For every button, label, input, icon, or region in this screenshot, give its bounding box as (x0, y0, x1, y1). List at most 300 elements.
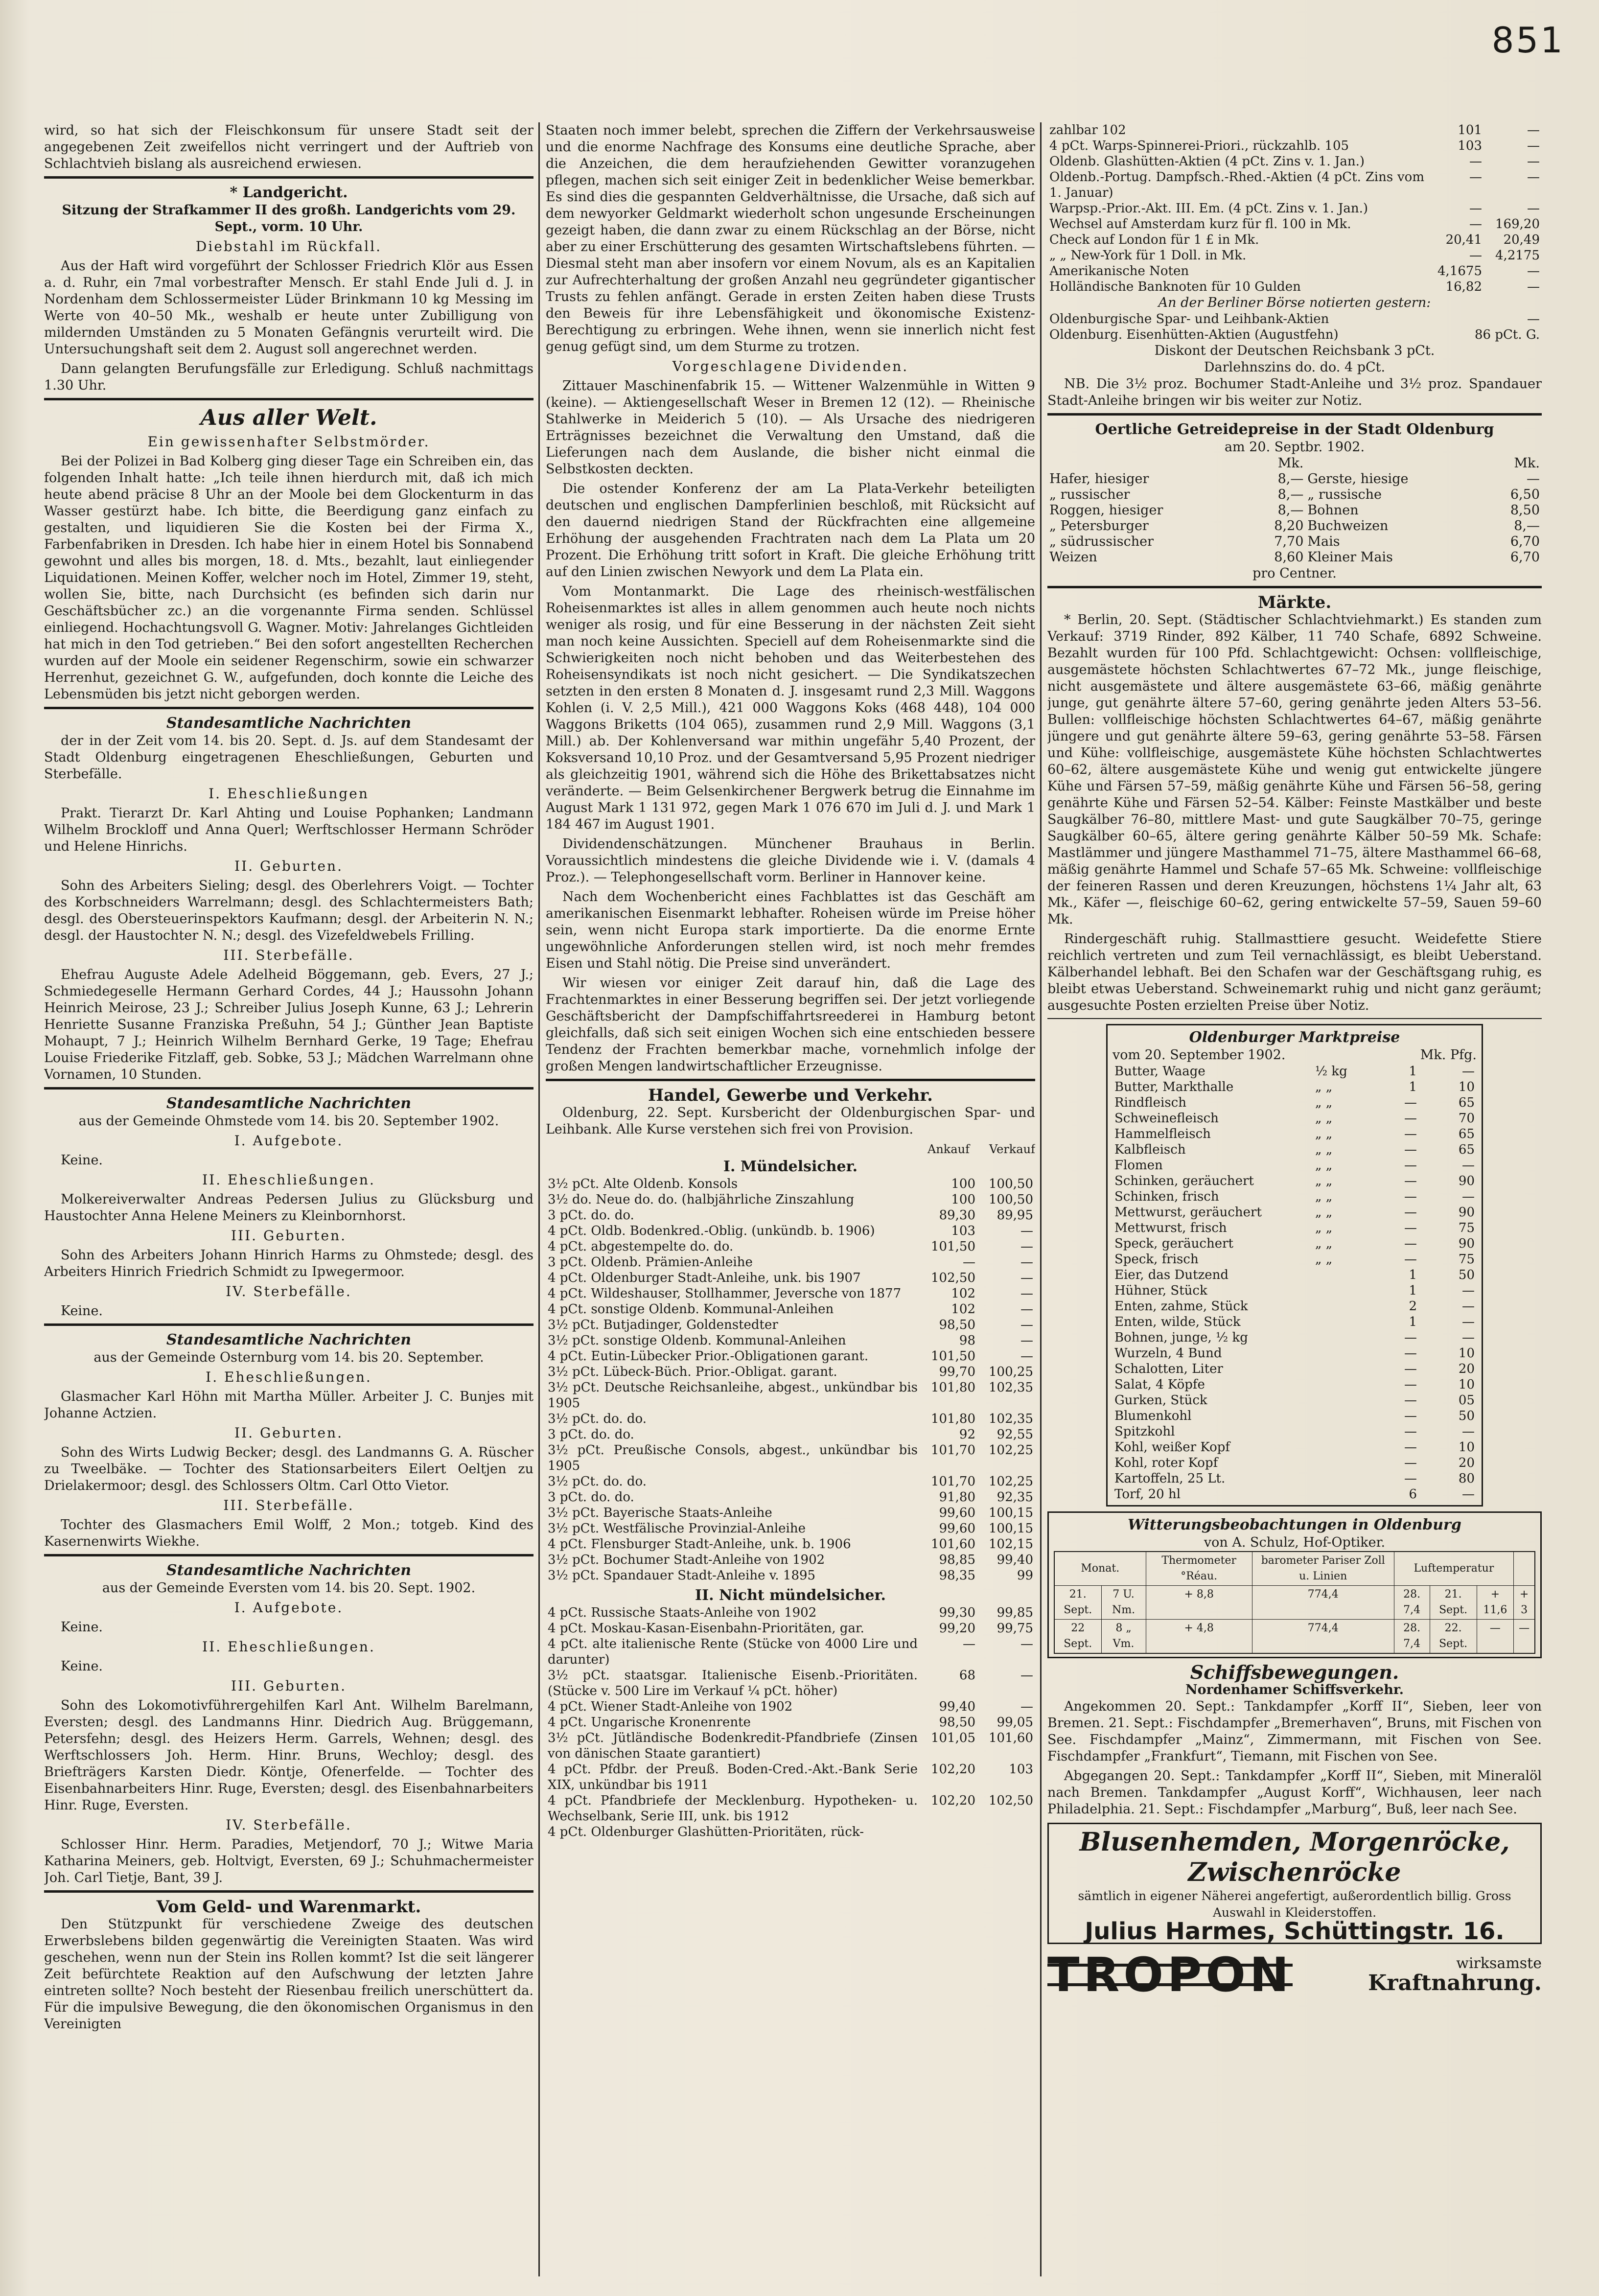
wetter-cell: — (1514, 1620, 1535, 1654)
divider (44, 707, 533, 709)
kurs-ankauf: 98,50 (939, 1318, 975, 1332)
kurs-ankauf: 101,05 (931, 1731, 975, 1745)
wetter-cell: 21. Sept. (1054, 1586, 1101, 1620)
marktpreis-row (1112, 1439, 1477, 1455)
marktpreis-unit (1313, 1455, 1361, 1471)
kurs-name: Oldenb. Glashütten-Aktien (4 pCt. Zins v. 1. Jan.) (1049, 154, 1365, 169)
kurs-ankauf: 101,50 (931, 1239, 975, 1254)
kurs-row (546, 1317, 1035, 1333)
aus-aller-welt-title: Aus aller Welt. (200, 405, 377, 430)
kurs-row (1047, 248, 1542, 263)
marktpreis-row (1112, 1283, 1477, 1299)
getreide-price: 6,50 (1510, 487, 1540, 502)
kurs-name: 4 pCt. Warps-Spinnerei-Priori., rückzahlb. 105 (1049, 139, 1349, 153)
kurs-ankauf: 103 (951, 1224, 975, 1238)
ad-headline: Blusenhemden, Morgenröcke, Zwischenröcke (1079, 1827, 1510, 1887)
marktpreis-mk: — (1404, 1330, 1417, 1345)
standesamt-text: Keine. (61, 1303, 103, 1319)
wetter-cell: + 8,8 (1146, 1586, 1252, 1620)
getreide-name: Weizen (1049, 550, 1097, 565)
wetter-header: Luftemperatur (1394, 1552, 1513, 1586)
getreide-head-mk: Mk. (1514, 456, 1540, 471)
marktpreis-unit (1313, 1392, 1361, 1408)
kurs-verkauf: — (1020, 1318, 1033, 1332)
kurs-row (1047, 122, 1542, 138)
kurs-verkauf: — (1020, 1349, 1033, 1364)
kurs-verkauf: 169,20 (1495, 217, 1540, 232)
kurs-verkauf: 99 (1017, 1568, 1033, 1583)
marktpreis-unit (1313, 1345, 1361, 1361)
getreide-name: „ Petersburger (1049, 518, 1149, 533)
marktpreis-item: Enten, wilde, Stück (1114, 1315, 1241, 1329)
kurs-verkauf: — (1527, 279, 1540, 294)
geld-text: Den Stützpunkt für verschiedene Zweige des deutschen Erwerbslebens bilden gegenwärtig die Vereinigten Staaten. Was wird geschehen, wenn nun der Stein ins Rollen kommt? Ist die seit längerer Zeit befürchtete Reaktion auf den Aufschwung der letzten Jahre eintreten sollte? Noch besteht der Riesenbau freilich unerschüttert da. Für die impulsive Bewegung, die den ökonomischen Organismus in den Vereinigten (44, 1917, 533, 2032)
standesamt-text: Keine. (61, 1659, 103, 1674)
kurs-name: Check auf London für 1 £ in Mk. (1049, 232, 1259, 247)
kurs-verkauf: 103 (1009, 1762, 1033, 1777)
kurs-ankauf: 98,35 (939, 1568, 975, 1583)
kurs-verkauf (977, 1824, 1035, 1840)
marktpreis-item: Kohl, roter Kopf (1114, 1456, 1218, 1470)
kurs-row (546, 1505, 1035, 1521)
kurs-verkauf: — (1527, 264, 1540, 278)
kurs-ankauf: 102,50 (931, 1271, 975, 1285)
getreide-price: 6,70 (1510, 534, 1540, 549)
marktpreis-mk: — (1404, 1236, 1417, 1251)
boerse-name: Oldenburg. Eisenhütten-Aktien (Augustfehn) (1049, 327, 1339, 342)
standesamt-heading: III. Geburten. (231, 1228, 347, 1244)
kurs-name: 4 pCt. Oldenburger Stadt-Anleihe, unk. bis 1907 (548, 1271, 861, 1285)
standesamt-heading: III. Sterbefälle. (223, 1497, 354, 1513)
wetter-cell: + 3 (1514, 1586, 1535, 1620)
kurs-verkauf: — (1020, 1271, 1033, 1285)
standesamt-text: Sohn des Wirts Ludwig Becker; desgl. des Landmanns G. A. Rüscher zu Tweelbäke. — Tochter des Stationsarbeiters Eilert Oeltjen zu Drielakermoor; desgl. des Schlossers Oltm. Carl Otto Vietor. (44, 1445, 533, 1493)
marktpreis-mk: 1 (1409, 1268, 1417, 1282)
kurs-row (546, 1536, 1035, 1552)
kurs-verkauf: — (1020, 1239, 1033, 1254)
marktpreis-item: Hühner, Stück (1114, 1283, 1207, 1298)
marktpreis-item: Rindfleisch (1114, 1095, 1186, 1110)
wetter-header: Monat. (1054, 1552, 1146, 1586)
kurs-ankauf: — (1469, 170, 1482, 185)
marktpreis-item: Kalbfleisch (1114, 1142, 1186, 1157)
advertisement (1047, 1823, 1542, 1944)
kurs-verkauf: — (1020, 1286, 1033, 1301)
kurs-name: 3½ pCt. Preußische Consols, abgest., unkündbar bis 1905 (548, 1443, 918, 1473)
kurs-verkauf: 99,75 (996, 1621, 1033, 1636)
divider (44, 1554, 533, 1556)
kurs-row (546, 1223, 1035, 1239)
wetter-cell: 7 U. Nm. (1101, 1586, 1146, 1620)
getreide-price: 7,70 (1274, 534, 1304, 549)
marktpreis-row (1112, 1220, 1477, 1236)
marktpreis-pfg: 10 (1458, 1080, 1475, 1094)
kurs-ankauf: 101 (1458, 123, 1482, 138)
kurs-head-ankauf: Ankauf (927, 1142, 970, 1156)
kurs-verkauf: — (1020, 1637, 1033, 1651)
kurs-verkauf: — (1527, 170, 1540, 185)
kurs-ankauf: — (1469, 201, 1482, 216)
marktpreis-pfg: 65 (1458, 1127, 1475, 1141)
standesamt-heading: I. Eheschließungen (209, 786, 369, 802)
wetter-table (1054, 1551, 1535, 1654)
kurs-ankauf: 92 (959, 1427, 975, 1442)
kurs-verkauf: 4,2175 (1495, 248, 1540, 263)
kurs-ankauf: 99,20 (939, 1621, 975, 1636)
kurs-verkauf: 100,50 (989, 1192, 1033, 1207)
schiff-sub: Nordenhamer Schiffsverkehr. (1185, 1682, 1404, 1697)
getreide-name: Mais (1307, 534, 1340, 549)
kurs-row (1047, 201, 1542, 216)
marktpreis-unit (1313, 1408, 1361, 1424)
schiff-text: Angekommen 20. Sept.: Tankdampfer „Korff II“, Sieben, leer von Bremen. 21. Sept.: Fischdampfer „Bremerhaven“, Bruns, mit Fischen von See. Fischdampfer „Mainz“, Zimmermann, mit Fischen von See. Fischdampfer „Frankfurt“, Tiemann, mit Fischen von See. (1047, 1699, 1542, 1764)
kurs-row (1047, 216, 1542, 232)
marktpreis-pfg: — (1462, 1158, 1475, 1173)
kurs-ankauf: 99,40 (939, 1699, 975, 1714)
standesamt-heading: II. Eheschließungen. (202, 1639, 375, 1655)
kurs-verkauf: 99,85 (996, 1605, 1033, 1620)
marktpreis-item: Mettwurst, geräuchert (1114, 1205, 1262, 1220)
wetter-cell: — (1477, 1620, 1514, 1654)
marktpreis-row (1112, 1236, 1477, 1252)
kurs-row (546, 1762, 1035, 1793)
kurs-ankauf: 99,60 (939, 1506, 975, 1520)
nb-note: NB. Die 3½ proz. Bochumer Stadt-Anleihe und 3½ proz. Spandauer Stadt-Anleihe bringen wir bis weiter zur Notiz. (1047, 376, 1542, 408)
kurs-name: Amerikanische Noten (1049, 264, 1189, 278)
kurs-ankauf: 99,30 (939, 1605, 975, 1620)
getreide-name: Hafer, hiesiger (1049, 471, 1149, 487)
kurs-name: Holländische Banknoten für 10 Gulden (1049, 279, 1301, 294)
marktpreis-pfg: — (1462, 1283, 1475, 1298)
dividenden-kicker: Vorgeschlagene Dividenden. (672, 358, 909, 374)
kurs-row (546, 1552, 1035, 1568)
column-3 (1047, 122, 1542, 2276)
kurs-section: I. Mündelsicher. (723, 1158, 858, 1175)
marktpreis-unit (1313, 1471, 1361, 1486)
kurs-row (546, 1207, 1035, 1223)
kurs-verkauf: 102,25 (989, 1443, 1033, 1458)
kurs-row (546, 1364, 1035, 1380)
kurs-ankauf: 101,80 (931, 1380, 975, 1395)
kurs-row (1047, 154, 1542, 169)
kurs-section: II. Nicht mündelsicher. (695, 1587, 886, 1604)
marktpreis-row (1112, 1142, 1477, 1158)
wetter-cell: 22. Sept. (1430, 1620, 1477, 1654)
marktpreis-item: Schinken, geräuchert (1114, 1174, 1254, 1188)
kurs-ankauf: 16,82 (1445, 279, 1482, 294)
kurs-verkauf: 99,05 (996, 1715, 1033, 1730)
getreide-head (1047, 456, 1542, 471)
kurs-name: 3½ pCt. do. do. (548, 1474, 647, 1489)
getreide-price: 8,60 (1274, 550, 1304, 565)
marktpreis-mk: 1 (1409, 1283, 1417, 1298)
standesamt-heading: II. Eheschließungen. (202, 1172, 375, 1188)
ad-shop: Julius Harmes, Schüttingstr. 16. (1085, 1918, 1505, 1945)
getreide-price: 8,— (1277, 471, 1304, 487)
kurs-verkauf: 20,49 (1503, 232, 1540, 247)
kurs-row (546, 1270, 1035, 1286)
getreide-date: am 20. Septbr. 1902. (1224, 440, 1365, 455)
kurs-ankauf: 99,60 (939, 1521, 975, 1536)
kurs-ankauf: — (1469, 217, 1482, 232)
kurs-row (1047, 279, 1542, 295)
kurs-name: 4 pCt. Oldb. Bodenkred.-Oblig. (unkündb. b. 1906) (548, 1224, 875, 1238)
kurs-name: 4 pCt. Wiener Stadt-Anleihe von 1902 (548, 1699, 793, 1714)
kurs-verkauf: — (1527, 123, 1540, 138)
kurs-row (546, 1621, 1035, 1636)
marktpreis-unit (1313, 1283, 1361, 1299)
marktpreise-date: vom 20. September 1902. (1112, 1047, 1286, 1063)
divider (44, 176, 533, 179)
marktpreis-row (1112, 1345, 1477, 1361)
kurs-row (546, 1730, 1035, 1762)
kurs-row (546, 1699, 1035, 1715)
marktpreis-mk: — (1404, 1142, 1417, 1157)
marktpreis-mk: 6 (1409, 1487, 1417, 1502)
marktpreis-row (1112, 1173, 1477, 1189)
kurs-verkauf: 100,50 (989, 1177, 1033, 1191)
boerse-row (1047, 311, 1542, 327)
marktpreis-unit: „ „ (1315, 1111, 1333, 1126)
marktpreis-row (1112, 1314, 1477, 1330)
marktpreis-mk: — (1404, 1221, 1417, 1235)
marktpreis-unit: „ „ (1315, 1189, 1333, 1204)
schaetzungen-text: Dividendenschätzungen. Münchener Brauhaus in Berlin. Voraussichtlich mindestens die gleiche Dividende wie i. V. (damals 4 Proz.). — Telephongesellschaft vorm. Berliner in Hannover keine. (546, 836, 1035, 885)
marktpreis-pfg: — (1462, 1330, 1475, 1345)
kurs-row (546, 1474, 1035, 1489)
marktpreis-pfg: 80 (1458, 1471, 1475, 1486)
kurs-name: 3½ pCt. Spandauer Stadt-Anleihe v. 1895 (548, 1568, 816, 1583)
getreide-name: Kleiner Mais (1307, 550, 1393, 565)
marktpreis-pfg: 65 (1458, 1142, 1475, 1157)
divider (44, 1890, 533, 1893)
kurs-row (546, 1192, 1035, 1207)
kurs-ankauf: — (1469, 154, 1482, 169)
kurs-name: 3½ pCt. Butjadinger, Goldenstedter (548, 1318, 778, 1332)
kurs-ankauf: 68 (959, 1668, 975, 1683)
kurs-row (546, 1348, 1035, 1364)
kurs-row (546, 1568, 1035, 1583)
kurs-name: 3½ pCt. Lübeck-Büch. Prior.-Obligat. garant. (548, 1365, 837, 1379)
column-rule (538, 122, 540, 2276)
kurs-name: 3½ pCt. Westfälische Provinzial-Anleihe (548, 1521, 806, 1536)
wetter-cell: 21. Sept. (1430, 1586, 1477, 1620)
kurs-verkauf: 102,35 (989, 1380, 1033, 1395)
kurs-name: 4 pCt. Oldenburger Glashütten-Prioritäten, rück- (548, 1825, 864, 1839)
kurs-row (546, 1176, 1035, 1192)
diskont: Diskont der Deutschen Reichsbank 3 pCt. (1154, 343, 1435, 358)
boerse-row (1047, 327, 1542, 343)
kurs-row (1047, 263, 1542, 279)
marktpreis-row (1112, 1064, 1477, 1079)
column-1 (44, 122, 533, 2276)
divider (546, 1079, 1035, 1081)
kurs-name: 3 pCt. Oldenb. Prämien-Anleihe (548, 1255, 753, 1270)
marktpreis-pfg: 10 (1458, 1440, 1475, 1455)
marktpreis-item: Torf, 20 hl (1114, 1487, 1181, 1502)
marktpreis-row (1112, 1095, 1477, 1111)
marktpreis-unit (1313, 1439, 1361, 1455)
maerkte-title: Märkte. (1257, 593, 1332, 612)
kurs-ankauf: 101,60 (931, 1537, 975, 1552)
getreide-name: „ russische (1307, 487, 1382, 502)
maerkte-text: * Berlin, 20. Sept. (Städtischer Schlachtviehmarkt.) Es standen zum Verkauf: 3719 Rinder, 892 Kälber, 11 740 Schafe, 6892 Schweine. Bezahlt wurden für 100 Pfd. Schlachtgewicht: Ochsen: vollfleischige, ausgemästete höchsten Schlachtwertes 67–72 Mk., junge fleischige, nicht ausgemästete und ältere ausgemästete 63–66, mäßig genährte junge, gut genährte ältere 57–60, gering genährte jeden Alters 53–56. Bullen: vollfleischige höchsten Schlachtwertes 64–67, mäßig genährte jüngere und gut genährte ältere 59–63, gering genährte 53–58. Färsen und Kühe: vollfleischige, ausgemästete Kühe höchsten Schlachtwertes 60–62, ältere ausgemästete Kühe und wenig gut entwickelte jüngere Kühe und Färsen 57–59, mäßig genährte Kühe und Färsen 56–58, gering genährte Kühe und Färsen 52–54. Kälber: Feinste Mastkälber und beste Saugkälber 76–80, mittlere Mast- und gute Saugkälber 70–75, geringe Saugkälber 60–65, ältere gering genährte Kälber 50–59 Mk. Schafe: Mastlämmer und jüngere Masthammel 71–75, ältere Masthammel 66–68, mäßig genährte Hammel und Schafe 57–65 Mk. Schweine: vollfleischige der feineren Rassen und deren Kreuzungen, höchstens 1¼ Jahr alt, 63 Mk., Käfer —, fleischige 60–62, gering entwickelte 57–59, Sauen 59–60 Mk. (1047, 612, 1542, 927)
handel-sub: Oldenburg, 22. Sept. Kursbericht der Oldenburgischen Spar- und Leihbank. Alle Kurse verstehen sich frei von Provision. (546, 1105, 1035, 1137)
kurs-name: 3 pCt. do. do. (548, 1490, 634, 1505)
getreide-title: Oertliche Getreidepreise in der Stadt Oldenburg (1095, 421, 1494, 438)
kurs-table-1 (546, 1176, 1035, 1583)
marktpreis-mk: — (1404, 1377, 1417, 1392)
kurs-ankauf: 91,80 (939, 1490, 975, 1505)
marktpreis-row (1112, 1455, 1477, 1471)
marktpreis-item: Blumenkohl (1114, 1409, 1192, 1423)
kurs-name: 3½ pCt. staatsgar. Italienische Eisenb.-Prioritäten. (Stücke v. 500 Lire im Verkauf ¼ pCt. höher) (548, 1668, 918, 1698)
getreide-name: „ russischer (1049, 487, 1130, 502)
kurs-name: 4 pCt. Ungarische Kronenrente (548, 1715, 751, 1730)
standesamt-heading: I. Aufgebote. (234, 1133, 344, 1149)
marktpreis-mk: — (1404, 1440, 1417, 1455)
handel-title: Handel, Gewerbe und Verkehr. (648, 1086, 933, 1105)
schiff-title: Schiffsbewegungen. (1190, 1661, 1399, 1683)
darlehn: Darlehnszins do. do. 4 pCt. (1204, 360, 1386, 375)
kurs-verkauf: 89,95 (996, 1208, 1033, 1223)
kurs-name: 4 pCt. Eutin-Lübecker Prior.-Obligationen garant. (548, 1349, 869, 1364)
kurs-ankauf: — (963, 1637, 975, 1651)
marktpreis-mk: — (1404, 1471, 1417, 1486)
marktpreise-title: Oldenburger Marktpreise (1189, 1029, 1400, 1046)
wetter-row (1054, 1586, 1535, 1620)
marktpreis-mk: 1 (1409, 1315, 1417, 1329)
kurs-ankauf: — (1469, 248, 1482, 263)
marktpreis-unit (1313, 1361, 1361, 1377)
marktpreis-pfg: 90 (1458, 1205, 1475, 1220)
marktpreis-item: Kartoffeln, 25 Lt. (1114, 1471, 1226, 1486)
getreide-price: 8,50 (1510, 503, 1540, 518)
kurs-verkauf: 102,50 (989, 1793, 1033, 1808)
getreide-row (1047, 550, 1542, 565)
marktpreis-unit (1313, 1486, 1361, 1502)
marktpreis-mk: — (1404, 1095, 1417, 1110)
marktpreis-item: Schweinefleisch (1114, 1111, 1219, 1126)
marktpreis-unit: „ „ (1315, 1127, 1333, 1141)
kurs-name: 3½ pCt. do. do. (548, 1412, 647, 1426)
standesamt-heading: III. Sterbefälle. (223, 947, 354, 963)
kurs-verkauf: 102,25 (989, 1474, 1033, 1489)
marktpreis-unit: „ „ (1315, 1158, 1333, 1173)
kurs-verkauf: — (1020, 1255, 1033, 1270)
standesamt-heading: II. Geburten. (234, 858, 343, 874)
kurs-verkauf: 92,55 (996, 1427, 1033, 1442)
standesamt-text: Sohn des Lokomotivführergehilfen Karl Ant. Wilhelm Barelmann, Eversten; desgl. des Landmanns Hinr. Diedrich Aug. Brüggemann, Petersfehn; desgl. des Heizers Herm. Garrels, Wehnen; desgl. des Werftschlossers Joh. Herm. Hinr. Bruns, Wechloy; desgl. des Briefträgers Karsten Diedr. Köntje, Ofenerfelde. — Tochter des Eisenbahnarbeiters Hinr. Ruge, Eversten; desgl. des Eisenbahnarbeiters Hinr. Ruge, Eversten. (44, 1698, 533, 1813)
marktpreis-unit (1313, 1299, 1361, 1314)
getreide-name: Bohnen (1307, 503, 1359, 518)
geld-continued: Staaten noch immer belebt, sprechen die Ziffern der Verkehrsausweise und die enorme Nachfrage des Konsums eine deutliche Sprache, aber die Anzeichen, die dem heraufziehenden Gewitter voranzugehen pflegen, machen sich seit einiger Zeit in bedenklicher Weise bemerkbar. Es sind dies die gespannten Geldverhältnisse, die Ursache, daß sich auf dem newyorker Geldmarkt wiederholt schon ungesunde Erscheinungen gezeigt haben, die dann zwar zu einem Rückschlag an der Börse, nicht aber zu einer Erschütterung des gesamten Wirtschaftslebens führten. — Diesmal steht man aber insofern vor einem Novum, als es an Kapitalien zur Aufrechterhaltung der großen Anzahl neu gegründeter gigantischer Trusts zu fehlen anfängt. Gerade in ersten Zeiten haben diese Trusts den Beweis für ihre Lebensfähigkeit und ökonomische Existenz-Berechtigung zu erbringen. Wehe ihnen, wenn sie innerlich nicht fest genug gefügt sind, um dem Sturme zu trotzen. (546, 123, 1035, 354)
kurs-row (546, 1286, 1035, 1301)
frachten-text: Wir wiesen vor einiger Zeit darauf hin, daß die Lage des Frachtenmarktes in einer Besserung begriffen sei. Der jetzt vorliegende Geschäftsbericht der Dampfschiffahrtsreederei in Hamburg betont gleichfalls, daß sich seit einigen Wochen sich eine entschieden bessere Tendenz der Frachten bemerkbar mache, vornehmlich infolge der großen Mengen landwirtschaftlicher Erzeugnisse. (546, 975, 1035, 1074)
marktpreis-item: Butter, Waage (1114, 1064, 1205, 1079)
standesamt-text: Schlosser Hinr. Herm. Paradies, Metjendorf, 70 J.; Witwe Maria Katharina Meiners, geb. Holtvigt, Eversten, 69 J.; Schuhmachermeister Joh. Carl Tietje, Bant, 39 J. (44, 1837, 533, 1885)
marktpreis-pfg: — (1462, 1315, 1475, 1329)
standesamt-title: Standesamtliche Nachrichten (166, 715, 412, 732)
divider (44, 1087, 533, 1090)
kurs-ankauf: 98 (959, 1333, 975, 1348)
marktpreis-item: Schalotten, Liter (1114, 1362, 1223, 1376)
marktpreis-unit (1313, 1377, 1361, 1392)
kurs-name: 4 pCt. Moskau-Kasan-Eisenbahn-Prioritäten, gar. (548, 1621, 864, 1636)
kurs-name: Warpsp.-Prior.-Akt. III. Em. (4 pCt. Zins v. 1. Jan.) (1049, 201, 1368, 216)
kurs-verkauf: — (1020, 1302, 1033, 1317)
getreide-row (1047, 534, 1542, 550)
marktpreis-unit: „ „ (1315, 1080, 1333, 1094)
boerse-note: An der Berliner Börse notierten gestern: (1158, 295, 1431, 310)
tropon-ad (1047, 1947, 1542, 2002)
marktpreise-box (1106, 1024, 1483, 1507)
marktpreis-mk: 1 (1409, 1064, 1417, 1079)
kurs-row (546, 1427, 1035, 1442)
getreide-name: Roggen, hiesiger (1049, 503, 1163, 518)
kurs-ankauf: 89,30 (939, 1208, 975, 1223)
kurs-row (1047, 232, 1542, 248)
getreide-row (1047, 503, 1542, 518)
kurs-ankauf: 101,70 (931, 1443, 975, 1458)
marktpreis-pfg: 90 (1458, 1174, 1475, 1188)
kurs-name: 4 pCt. abgestempelte do. do. (548, 1239, 734, 1254)
wetter-cell: 8 „ Vm. (1101, 1620, 1146, 1654)
marktpreis-unit (1313, 1330, 1361, 1345)
standesamt-text: Keine. (61, 1153, 103, 1168)
kurs-verkauf: 102,35 (989, 1412, 1033, 1426)
wetter-row (1054, 1620, 1535, 1654)
marktpreis-unit: „ „ (1315, 1221, 1333, 1235)
getreide-row (1047, 471, 1542, 487)
schiff-text: Abgegangen 20. Sept.: Tankdampfer „Korff II“, Sieben, mit Mineralöl nach Bremen. Tankdampfer „August Korff“, Wichhausen, leer nach Philadelphia. 21. Sept.: Fischdampfer „Marburg“, Buß, leer nach See. (1047, 1768, 1542, 1817)
marktpreis-row (1112, 1361, 1477, 1377)
kurs-ankauf: 99,70 (939, 1365, 975, 1379)
marktpreis-unit: „ „ (1315, 1174, 1333, 1188)
kurs-row (546, 1380, 1035, 1411)
marktpreis-item: Speck, geräuchert (1114, 1236, 1233, 1251)
marktpreis-unit: „ „ (1315, 1142, 1333, 1157)
standesamt-title: Standesamtliche Nachrichten (166, 1095, 412, 1112)
standesamt-text: Sohn des Arbeiters Sieling; desgl. des Oberlehrers Voigt. — Tochter des Korbschneiders Warrelmann; desgl. des Schlachtermeisters Bath; desgl. des Obersteuerinspektors Kaufmann; desgl. der Arbeiterin N. N.; desgl. der Haustochter N. N.; desgl. des Vizefeldwebels Frilling. (44, 878, 533, 943)
marktpreise-units: Mk. Pfg. (1420, 1047, 1477, 1063)
marktpreis-row (1112, 1189, 1477, 1205)
marktpreis-unit: „ „ (1315, 1095, 1333, 1110)
marktpreis-item: Wurzeln, 4 Bund (1114, 1346, 1222, 1361)
getreide-name: Gerste, hiesige (1307, 471, 1409, 487)
getreide-price: 8,20 (1274, 518, 1304, 533)
marktpreis-mk: — (1404, 1424, 1417, 1439)
getreide-price: 8,— (1277, 503, 1304, 518)
standesamt-heading: I. Eheschließungen. (206, 1369, 372, 1385)
getreide-price: 8,— (1277, 487, 1304, 502)
marktpreis-row (1112, 1471, 1477, 1486)
marktpreis-row (1112, 1079, 1477, 1095)
kurs-verkauf: 99,40 (996, 1553, 1033, 1567)
wetter-sub: von A. Schulz, Hof-Optiker. (1204, 1535, 1386, 1550)
tropon-logo: TROPON (1047, 1947, 1293, 2002)
kurs-row (546, 1489, 1035, 1505)
kurs-name: 4 pCt. Pfandbriefe der Mecklenburg. Hypotheken- u. Wechselbank, Serie III, unk. bis 1912 (548, 1793, 918, 1824)
marktpreis-mk: — (1404, 1111, 1417, 1126)
marktpreis-item: Kohl, weißer Kopf (1114, 1440, 1230, 1455)
standesamt-text: Molkereiverwalter Andreas Pedersen Julius zu Glücksburg und Haustochter Anna Helene Meiners zu Kleinbornhorst. (44, 1192, 533, 1224)
kurs-name: 3½ do. Neue do. do. (halbjährliche Zinszahlung (548, 1192, 855, 1207)
standesamt-text: Prakt. Tierarzt Dr. Karl Ahting und Louise Pophanken; Landmann Wilhelm Brockloff und Anna Querl; Werftschlosser Hermann Schröder und Helene Hinrichs. (44, 806, 533, 854)
marktpreis-mk: — (1404, 1456, 1417, 1470)
boerse-name: Oldenburgische Spar- und Leihbank-Aktien (1049, 312, 1329, 326)
marktpreis-mk: — (1404, 1252, 1417, 1267)
